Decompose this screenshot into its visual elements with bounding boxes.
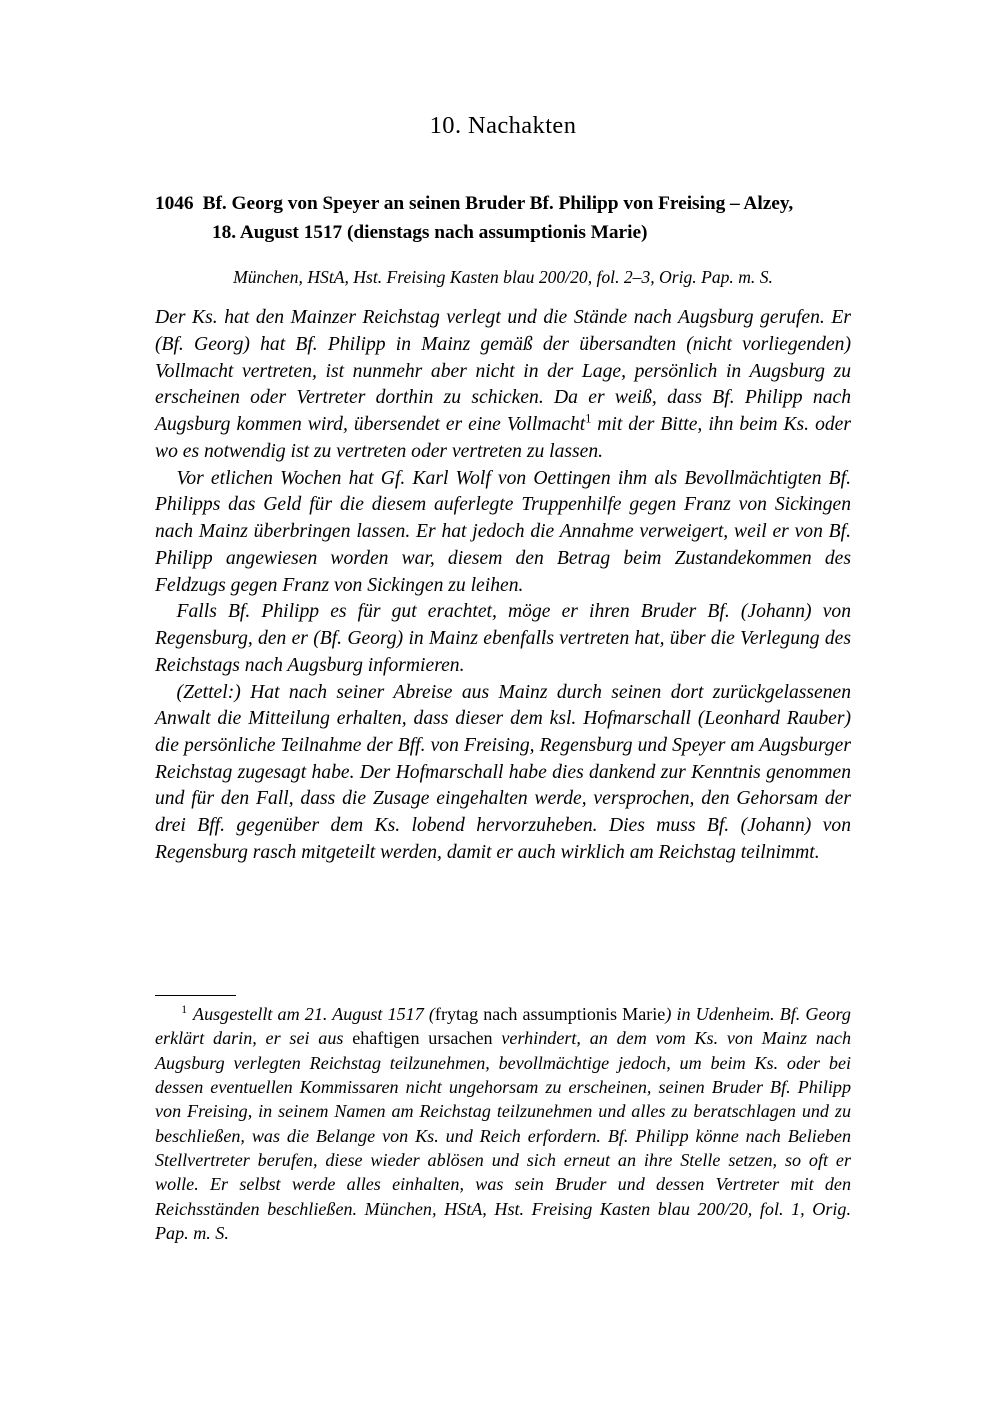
entry-title-line-2: 18. August 1517 (dienstags nach assumptionis Marie) xyxy=(212,221,648,243)
footnote-quote-2: ehaftigen ursachen xyxy=(352,1028,493,1049)
footnote-part-1: Ausgestellt am 21. August 1517 ( xyxy=(193,1004,435,1024)
footnote-separator-rule xyxy=(155,995,236,996)
footnote-area xyxy=(155,995,851,1245)
regest-paragraph-2: Vor etlichen Wochen hat Gf. Karl Wolf von Oettingen ihm als Bevollmächtigten Bf. Philipps das Geld für die diesem auferlegte Truppenhilfe gegen Franz von Sickingen nach Mainz überbringen lassen. Er hat jedoch die Annahme verweigert, weil er von Bf. Philipp angewiesen worden war, diesem den Betrag beim Zustandekommen des Feldzugs gegen Franz von Sickingen zu leihen. xyxy=(155,467,851,596)
footnote-part-3: verhindert, an dem vom Ks. von Mainz nach Augsburg verlegten Reichstag teilzunehmen, bevollmächtige jedoch, um beim Ks. oder bei dessen eventuellen Kommissaren nicht ungehorsam zu erscheinen, seinen Bruder Bf. Philipp von Freising, in seinem Namen am Reichstag teilzunehmen und alles zu beratschlagen und zu beschließen, was die Belange von Ks. und Reich erfordern. Bf. Philipp könne nach Belieben Stellvertreter berufen, diese wieder ablösen und sich erneut an ihre Stelle setzen, so oft er wolle. Er selbst werde alles einhalten, was sein Bruder und dessen Vertreter mit den Reichsständen beschließen. München, HStA, Hst. Freising Kasten blau 200/20, fol. 1, Orig. Pap. m. S. xyxy=(155,1028,851,1243)
footnote-quote-1: frytag nach assumptionis Marie xyxy=(434,1004,666,1024)
running-head: 10. Nachakten xyxy=(429,112,577,139)
regest-p1-before-note: Der Ks. hat den Mainzer Reichstag verlegt und die Stände nach Augsburg gerufen. Er (Bf. Georg) hat Bf. Philipp in Mainz gemäß der übersandten (nicht vorliegenden) Vollmacht vertreten, ist nunmehr aber nicht in der Lage, persönlich in Augsburg zu erscheinen oder Vertreter dorthin zu schicken. Da er weiß, dass Bf. Philipp nach Augsburg kommen wird, übersendet er eine Vollmacht xyxy=(155,307,851,436)
archival-source-line: München, HStA, Hst. Freising Kasten blau 200/20, fol. 2–3, Orig. Pap. m. S. xyxy=(233,267,773,288)
footnote-number: 1 xyxy=(181,1002,188,1016)
footnote-reference-1[interactable]: 1 xyxy=(585,411,592,426)
footnote-1 xyxy=(155,1002,851,1245)
regest-body xyxy=(155,305,851,866)
entry-number: 1046 xyxy=(155,192,194,214)
regest-p1-after-note: mit der Bitte, ihn beim Ks. oder wo es notwendig ist zu vertreten oder vertreten zu lassen. xyxy=(155,414,851,462)
entry-heading xyxy=(155,190,851,247)
regest-paragraph-3: Falls Bf. Philipp es für gut erachtet, möge er ihren Bruder Bf. (Johann) von Regensburg, den er (Bf. Georg) in Mainz ebenfalls vertreten hat, über die Verlegung des Reichstags nach Augsburg informieren. xyxy=(155,601,851,676)
regest-paragraph-4: (Zettel:) Hat nach seiner Abreise aus Mainz durch seinen dort zurückgelassenen Anwalt die Mitteilung erhalten, dass dieser dem ksl. Hofmarschall (Leonhard Rauber) die persönliche Teilnahme der Bff. von Freising, Regensburg und Speyer am Augsburger Reichstag zugesagt habe. Der Hofmarschall habe dies dankend zur Kenntnis genommen und für den Fall, dass die Zusage eingehalten werde, versprochen, den Gehorsam der drei Bff. gegenüber dem Ks. lobend hervorzuheben. Dies muss Bf. (Johann) von Regensburg rasch mitgeteilt werden, damit er auch wirklich am Reichstag teilnimmt. xyxy=(155,681,851,863)
regest-paragraph-1 xyxy=(155,305,851,465)
page-content xyxy=(155,0,851,867)
footnote-part-2: ) in Udenheim. Bf. Georg erklärt darin, er sei aus xyxy=(155,1004,851,1049)
entry-title-line-1: Bf. Georg von Speyer an seinen Bruder Bf. Philipp von Freising – Alzey, xyxy=(202,192,794,214)
